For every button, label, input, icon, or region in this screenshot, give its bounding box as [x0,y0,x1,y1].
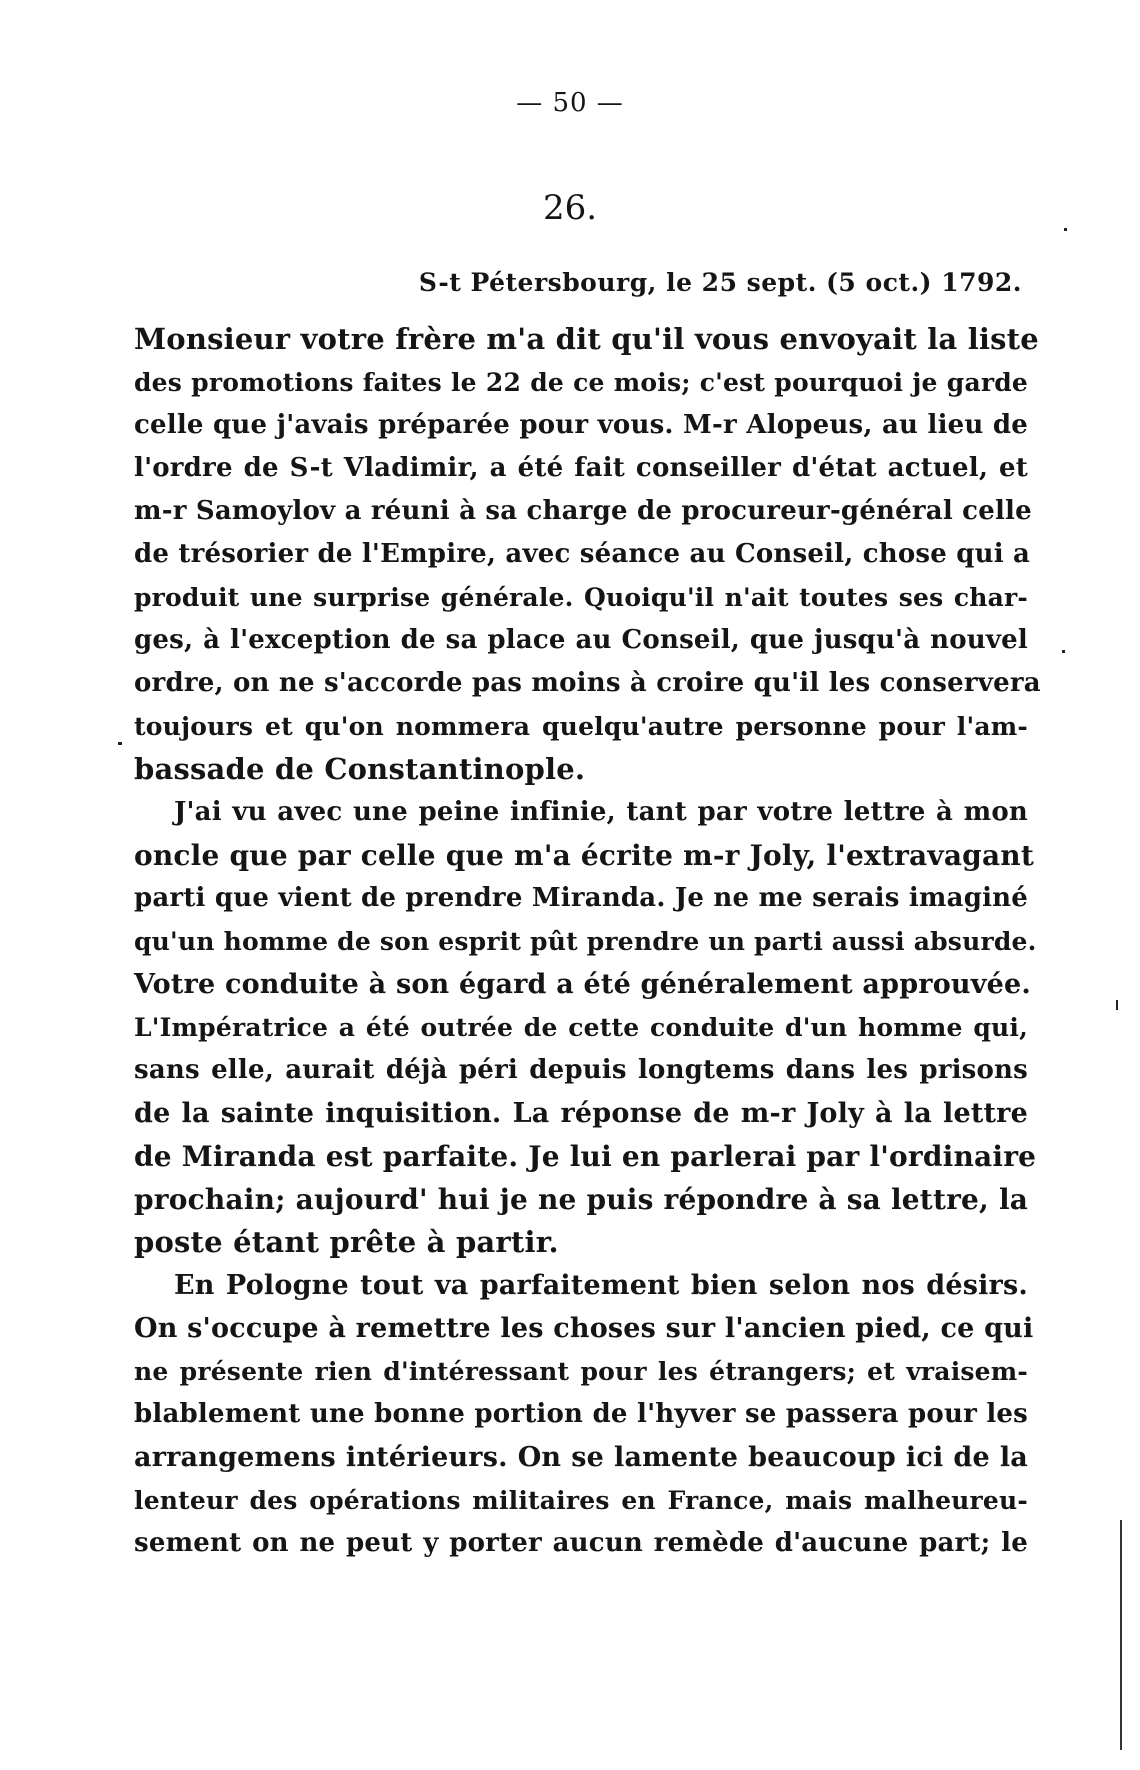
scan-speck [1062,650,1065,653]
text-line: de la sainte inquisition. La réponse de m-r Joly à la lettre [134,1098,1028,1129]
text-line: Monsieur votre frère m'a dit qu'il vous envoyait la liste [134,322,1039,356]
text-line: On s'occupe à remettre les choses sur l'ancien pied, ce qui [134,1313,1034,1344]
scan-speck [118,742,122,745]
text-line: lenteur des opérations militaires en France, mais malheureu- [134,1486,1028,1515]
text-line: toujours et qu'on nommera quelqu'autre personne pour l'am- [134,712,1028,741]
text-line: Votre conduite à son égard a été généralement approuvée. [134,969,1031,1000]
letter-number: 26. [542,188,598,228]
text-line: produit une surprise générale. Quoiqu'il n'ait toutes ses char- [134,583,1028,612]
text-line: arrangemens intérieurs. On se lamente beaucoup ici de la [134,1442,1028,1473]
text-line: oncle que par celle que m'a écrite m-r Joly, l'extravagant [134,839,1034,872]
page-edge-line [1120,1520,1122,1750]
text-line: parti que vient de prendre Miranda. Je ne me serais imaginé [134,883,1028,913]
text-line: l'ordre de S-t Vladimir, a été fait conseiller d'état actuel, et [134,453,1028,483]
text-line: ges, à l'exception de sa place au Conseil, que jusqu'à nouvel [134,625,1028,655]
text-line: de trésorier de l'Empire, avec séance au Conseil, chose qui a [134,539,1031,569]
letter-body [134,318,1041,1565]
text-line: ordre, on ne s'accorde pas moins à croire qu'il les conservera [134,668,1041,698]
text-line: celle que j'avais préparée pour vous. M-r Alopeus, au lieu de [134,410,1028,440]
text-line: prochain; aujourd' hui je ne puis répondre à sa lettre, la [134,1183,1029,1216]
text-line: m-r Samoylov a réuni à sa charge de procureur-général celle [134,496,1032,526]
text-line: qu'un homme de son esprit pût prendre un parti aussi absurde. [134,927,1037,956]
text-line: sans elle, aurait déjà péri depuis longtems dans les prisons [134,1055,1028,1085]
text-line: des promotions faites le 22 de ce mois; c'est pourquoi je garde [134,368,1028,397]
dateline: S-t Pétersbourg, le 25 sept. (5 oct.) 1792. [418,268,1022,297]
page-number: — 50 — [516,88,624,118]
text-line: de Miranda est parfaite. Je lui en parlerai par l'ordinaire [134,1140,1037,1173]
text-line: bassade de Constantinople. [134,752,586,786]
scan-speck [1064,228,1067,231]
text-line: sement on ne peut y porter aucun remède d'aucune part; le [134,1528,1028,1558]
text-line: blablement une bonne portion de l'hyver se passera pour les [134,1399,1028,1429]
text-line: poste étant prête à partir. [134,1225,559,1259]
text-line: En Pologne tout va parfaitement bien selon nos désirs. [174,1270,1028,1301]
text-line: ne présente rien d'intéressant pour les étrangers; et vraisem- [134,1357,1028,1386]
text-line: J'ai vu avec une peine infinie, tant par votre lettre à mon [174,797,1028,827]
text-line: L'Impératrice a été outrée de cette conduite d'un homme qui, [134,1013,1028,1042]
scan-speck [1116,1000,1118,1010]
